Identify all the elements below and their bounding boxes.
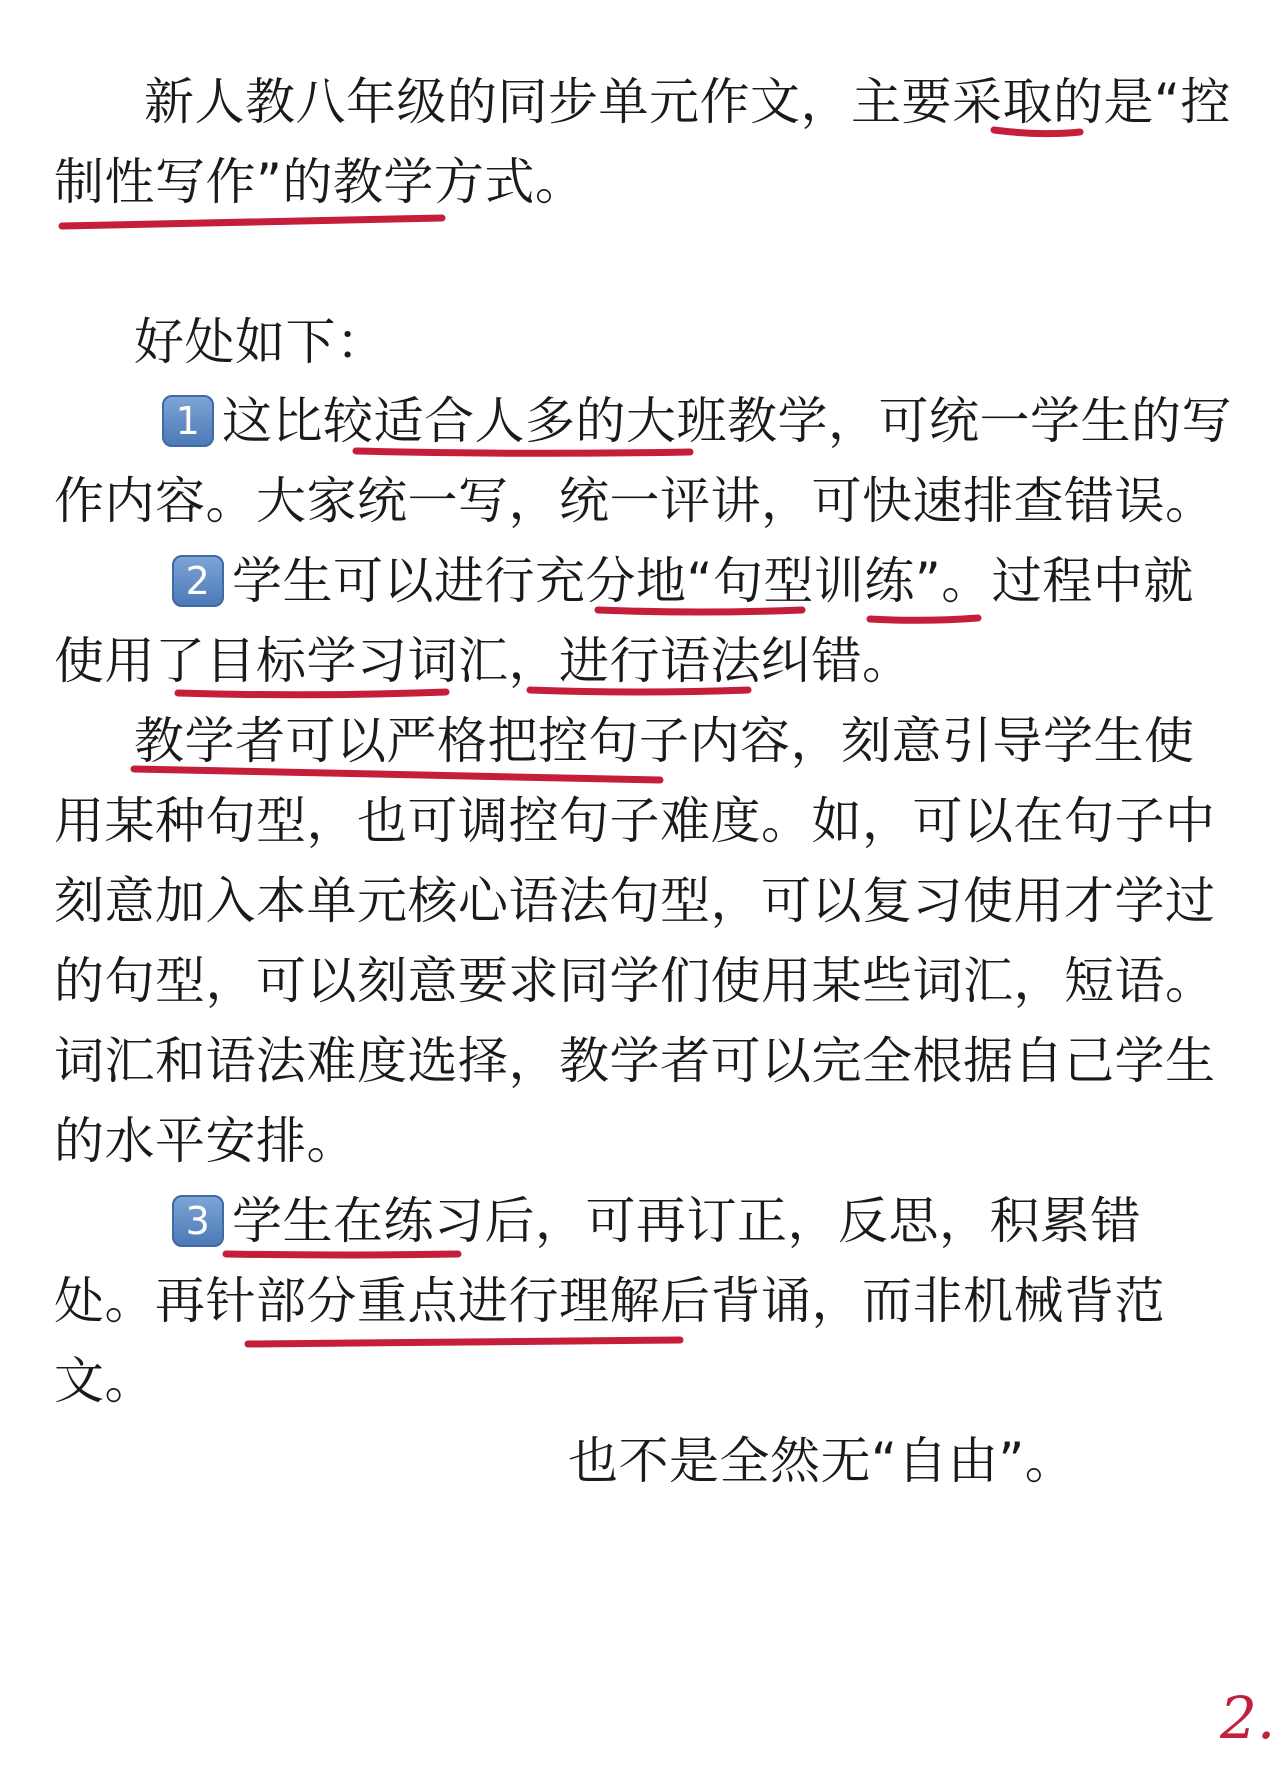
underline-mubiao-cihui bbox=[178, 692, 446, 695]
underline-lianxi-hou bbox=[226, 1254, 458, 1255]
point-2-text-1: 学生可以进行充分地“句型训练”。过程中就 bbox=[232, 552, 1194, 610]
underline-guocheng bbox=[870, 618, 978, 620]
intro-line-1 bbox=[144, 72, 1231, 132]
point-3-text-3: 文。 bbox=[54, 1352, 155, 1410]
point-1-line-1 bbox=[162, 391, 1232, 451]
point-2b-text-4: 的句型，可以刻意要求同学们使用某些词汇，短语。 bbox=[54, 952, 1216, 1010]
point-2b-text-5: 词汇和语法难度选择，教学者可以完全根据自己学生 bbox=[54, 1032, 1216, 1090]
point-2-line-2 bbox=[54, 631, 913, 691]
point-2b-line-5 bbox=[54, 1031, 1216, 1091]
point-2-line-1 bbox=[172, 551, 1194, 611]
number-two-badge-icon: 2 bbox=[172, 555, 224, 607]
point-3-text-1: 学生在练习后，可再订正，反思，积累错 bbox=[232, 1192, 1141, 1250]
point-3-line-1 bbox=[172, 1191, 1141, 1251]
underline-kongzhixing-xiezuo bbox=[62, 218, 442, 226]
benefits-heading-text: 好处如下： bbox=[134, 313, 387, 371]
underline-lijie-beisong bbox=[248, 1340, 680, 1344]
point-2-text-2: 使用了目标学习词汇，进行语法纠错。 bbox=[54, 632, 913, 690]
point-1-line-2 bbox=[54, 471, 1216, 531]
point-2b-line-4 bbox=[54, 951, 1216, 1011]
point-3-line-2 bbox=[54, 1271, 1165, 1331]
closing-line bbox=[568, 1431, 1075, 1491]
point-1-text-2: 作内容。大家统一写，统一评讲，可快速排查错误。 bbox=[54, 472, 1216, 530]
point-2b-text-1: 教学者可以严格把控句子内容，刻意引导学生使 bbox=[134, 712, 1195, 770]
number-three-badge-icon: 3 bbox=[172, 1195, 224, 1247]
point-2b-text-6: 的水平安排。 bbox=[54, 1112, 357, 1170]
point-1-text-1: 这比较适合人多的大班教学，可统一学生的写 bbox=[222, 392, 1232, 450]
underline-dabanjiaoxue bbox=[356, 451, 690, 453]
number-one-badge-icon: 1 bbox=[162, 395, 214, 447]
point-2b-line-3 bbox=[54, 871, 1216, 931]
point-2b-text-3: 刻意加入本单元核心语法句型，可以复习使用才学过 bbox=[54, 872, 1216, 930]
closing-text: 也不是全然无“自由”。 bbox=[568, 1432, 1076, 1490]
point-3-line-3 bbox=[54, 1351, 155, 1411]
benefits-heading bbox=[134, 312, 387, 372]
point-2b-line-6 bbox=[54, 1111, 357, 1171]
intro-text-2: 制性写作”的教学方式。 bbox=[54, 153, 586, 211]
point-2b-line-1 bbox=[134, 711, 1195, 771]
point-3-text-2: 处。再针部分重点进行理解后背诵，而非机械背范 bbox=[54, 1272, 1165, 1330]
handwritten-page-number: 2. bbox=[1220, 1684, 1276, 1752]
point-2b-line-2 bbox=[54, 791, 1216, 851]
point-2b-text-2: 用某种句型，也可调控句子难度。如，可以在句子中 bbox=[54, 792, 1216, 850]
intro-text-1: 新人教八年级的同步单元作文，主要采取的是“控 bbox=[144, 73, 1231, 131]
intro-line-2 bbox=[54, 152, 585, 212]
